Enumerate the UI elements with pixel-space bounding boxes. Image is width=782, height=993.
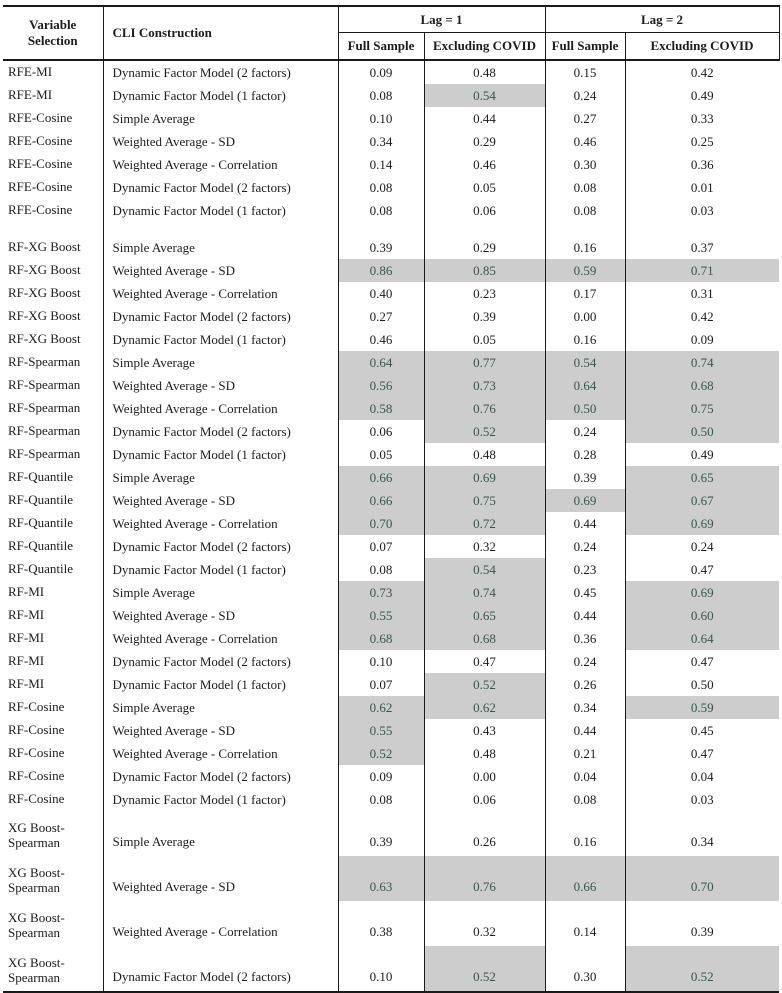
value-cell: 0.39 <box>625 901 779 946</box>
value-cell: 0.29 <box>424 130 545 153</box>
value-cell: 0.49 <box>625 443 779 466</box>
value-cell: 0.39 <box>424 305 545 328</box>
value-cell: 0.10 <box>338 650 424 673</box>
value-cell-highlighted: 0.65 <box>424 604 545 627</box>
gap-cell <box>103 222 338 236</box>
value-cell-highlighted: 0.74 <box>625 351 779 374</box>
table-row <box>3 60 779 84</box>
value-cell: 0.07 <box>338 535 424 558</box>
value-cell: 0.21 <box>545 742 625 765</box>
value-cell-highlighted: 0.52 <box>424 946 545 992</box>
gap-cell <box>625 222 779 236</box>
value-cell: 0.24 <box>545 84 625 107</box>
value-cell-highlighted: 0.66 <box>338 466 424 489</box>
value-cell: 0.08 <box>338 199 424 222</box>
cli-construction-cell: Weighted Average - SD <box>103 489 338 512</box>
value-cell: 0.08 <box>545 788 625 811</box>
variable-selection-cell: RF-MI <box>8 584 45 600</box>
table-row <box>3 397 779 420</box>
value-cell-highlighted: 0.59 <box>545 259 625 282</box>
table-row <box>3 107 779 130</box>
variable-selection-cell: RF-XG Boost <box>8 262 81 278</box>
table-row <box>3 351 779 374</box>
value-cell: 0.45 <box>545 581 625 604</box>
value-cell: 0.44 <box>545 719 625 742</box>
value-cell: 0.33 <box>625 107 779 130</box>
value-cell: 0.04 <box>625 765 779 788</box>
value-cell-highlighted: 0.54 <box>424 84 545 107</box>
table-row <box>3 420 779 443</box>
table-row <box>3 811 779 856</box>
value-cell: 0.42 <box>625 305 779 328</box>
value-cell: 0.08 <box>338 558 424 581</box>
variable-selection-cell: RF-MI <box>8 630 45 646</box>
variable-selection-cell: RF-Cosine <box>8 791 65 807</box>
value-cell-highlighted: 0.77 <box>424 351 545 374</box>
col-header-cli-construction: CLI Construction <box>103 6 338 60</box>
value-cell-highlighted: 0.54 <box>545 351 625 374</box>
table-row <box>3 236 779 259</box>
cli-construction-cell: Weighted Average - SD <box>103 604 338 627</box>
cli-construction-cell: Dynamic Factor Model (1 factor) <box>103 788 338 811</box>
variable-selection-cell: RFE-Cosine <box>8 110 73 126</box>
cli-construction-cell: Dynamic Factor Model (2 factors) <box>103 420 338 443</box>
cli-construction-cell: Dynamic Factor Model (1 factor) <box>103 443 338 466</box>
value-cell: 0.14 <box>338 153 424 176</box>
value-cell: 0.24 <box>545 535 625 558</box>
table-row <box>3 176 779 199</box>
value-cell: 0.45 <box>625 719 779 742</box>
value-cell-highlighted: 0.67 <box>625 489 779 512</box>
table-row <box>3 627 779 650</box>
value-cell-highlighted: 0.50 <box>625 420 779 443</box>
cli-construction-cell: Dynamic Factor Model (2 factors) <box>103 305 338 328</box>
variable-selection-cell: XG Boost-Spearman <box>8 955 65 985</box>
variable-selection-cell: RF-XG Boost <box>8 331 81 347</box>
col-header-lag2-full-sample: Full Sample <box>545 33 625 61</box>
value-cell-highlighted: 0.86 <box>338 259 424 282</box>
value-cell: 0.44 <box>545 604 625 627</box>
variable-selection-cell: RF-MI <box>8 676 45 692</box>
value-cell: 0.48 <box>424 443 545 466</box>
variable-selection-cell: RFE-MI <box>8 87 53 103</box>
variable-selection-cell: RF-Quantile <box>8 515 73 531</box>
col-header-variable-selection: Variable Selection <box>3 6 103 60</box>
cli-construction-cell: Weighted Average - SD <box>103 130 338 153</box>
variable-selection-cell: RF-Cosine <box>8 768 65 784</box>
col-group-lag-1: Lag = 1 <box>338 6 545 33</box>
gap-cell <box>3 222 103 236</box>
value-cell: 0.32 <box>424 901 545 946</box>
value-cell: 0.47 <box>424 650 545 673</box>
value-cell: 0.08 <box>338 788 424 811</box>
value-cell: 0.36 <box>625 153 779 176</box>
value-cell: 0.06 <box>338 420 424 443</box>
value-cell: 0.32 <box>424 535 545 558</box>
value-cell: 0.36 <box>545 627 625 650</box>
value-cell: 0.47 <box>625 558 779 581</box>
value-cell-highlighted: 0.70 <box>338 512 424 535</box>
table-row <box>3 374 779 397</box>
table-row <box>3 788 779 811</box>
value-cell-highlighted: 0.50 <box>545 397 625 420</box>
variable-selection-cell: RF-XG Boost <box>8 308 81 324</box>
variable-selection-cell: RF-Spearman <box>8 377 81 393</box>
cli-construction-cell: Dynamic Factor Model (2 factors) <box>103 535 338 558</box>
value-cell: 0.39 <box>545 466 625 489</box>
variable-selection-cell: RFE-Cosine <box>8 133 73 149</box>
value-cell: 0.39 <box>338 236 424 259</box>
value-cell: 0.07 <box>338 673 424 696</box>
value-cell-highlighted: 0.85 <box>424 259 545 282</box>
value-cell: 0.17 <box>545 282 625 305</box>
value-cell-highlighted: 0.59 <box>625 696 779 719</box>
value-cell: 0.08 <box>338 84 424 107</box>
variable-selection-cell: RF-Cosine <box>8 699 65 715</box>
value-cell-highlighted: 0.69 <box>545 489 625 512</box>
value-cell-highlighted: 0.70 <box>625 856 779 901</box>
value-cell-highlighted: 0.54 <box>424 558 545 581</box>
table-row <box>3 673 779 696</box>
cli-construction-cell: Simple Average <box>103 696 338 719</box>
value-cell-highlighted: 0.74 <box>424 581 545 604</box>
value-cell-highlighted: 0.73 <box>424 374 545 397</box>
value-cell: 0.38 <box>338 901 424 946</box>
value-cell: 0.09 <box>338 765 424 788</box>
cli-construction-cell: Weighted Average - Correlation <box>103 512 338 535</box>
cli-construction-cell: Dynamic Factor Model (2 factors) <box>103 946 338 992</box>
variable-selection-cell: RF-XG Boost <box>8 239 81 255</box>
table-row <box>3 535 779 558</box>
table-row <box>3 130 779 153</box>
variable-selection-cell: XG Boost-Spearman <box>8 910 65 940</box>
value-cell: 0.26 <box>545 673 625 696</box>
value-cell: 0.06 <box>424 788 545 811</box>
value-cell: 0.27 <box>338 305 424 328</box>
value-cell: 0.16 <box>545 236 625 259</box>
cli-construction-cell: Dynamic Factor Model (2 factors) <box>103 650 338 673</box>
value-cell: 0.46 <box>338 328 424 351</box>
value-cell: 0.23 <box>545 558 625 581</box>
cli-construction-cell: Weighted Average - SD <box>103 719 338 742</box>
cli-construction-cell: Dynamic Factor Model (2 factors) <box>103 765 338 788</box>
results-table <box>3 5 780 993</box>
table-row <box>3 153 779 176</box>
table-row <box>3 558 779 581</box>
value-cell: 0.09 <box>625 328 779 351</box>
table-row <box>3 946 779 992</box>
value-cell: 0.14 <box>545 901 625 946</box>
col-header-lag1-full-sample: Full Sample <box>338 33 424 61</box>
value-cell-highlighted: 0.60 <box>625 604 779 627</box>
value-cell: 0.46 <box>424 153 545 176</box>
table-row <box>3 305 779 328</box>
gap-cell <box>338 222 424 236</box>
value-cell: 0.37 <box>625 236 779 259</box>
value-cell: 0.27 <box>545 107 625 130</box>
value-cell-highlighted: 0.65 <box>625 466 779 489</box>
value-cell: 0.28 <box>545 443 625 466</box>
value-cell: 0.39 <box>338 811 424 856</box>
table-row <box>3 765 779 788</box>
table-row <box>3 282 779 305</box>
value-cell: 0.30 <box>545 153 625 176</box>
value-cell: 0.42 <box>625 60 779 84</box>
value-cell-highlighted: 0.68 <box>424 627 545 650</box>
value-cell-highlighted: 0.76 <box>424 397 545 420</box>
variable-selection-cell: RF-Quantile <box>8 469 73 485</box>
value-cell: 0.48 <box>424 60 545 84</box>
value-cell: 0.00 <box>545 305 625 328</box>
cli-construction-cell: Weighted Average - Correlation <box>103 627 338 650</box>
gap-cell <box>545 222 625 236</box>
table-row <box>3 199 779 222</box>
variable-selection-cell: RF-Cosine <box>8 722 65 738</box>
variable-selection-cell: RF-Cosine <box>8 745 65 761</box>
table-row <box>3 604 779 627</box>
variable-selection-cell: XG Boost-Spearman <box>8 820 65 850</box>
value-cell-highlighted: 0.62 <box>424 696 545 719</box>
value-cell: 0.05 <box>424 176 545 199</box>
cli-construction-cell: Weighted Average - Correlation <box>103 153 338 176</box>
cli-construction-cell: Weighted Average - SD <box>103 374 338 397</box>
value-cell-highlighted: 0.52 <box>424 420 545 443</box>
value-cell: 0.04 <box>545 765 625 788</box>
variable-selection-cell: RFE-MI <box>8 64 53 80</box>
value-cell-highlighted: 0.73 <box>338 581 424 604</box>
table-row <box>3 719 779 742</box>
value-cell: 0.34 <box>338 130 424 153</box>
value-cell: 0.15 <box>545 60 625 84</box>
value-cell: 0.01 <box>625 176 779 199</box>
value-cell-highlighted: 0.69 <box>424 466 545 489</box>
value-cell-highlighted: 0.69 <box>625 512 779 535</box>
col-group-lag-2: Lag = 2 <box>545 6 779 33</box>
table-row <box>3 84 779 107</box>
value-cell-highlighted: 0.55 <box>338 719 424 742</box>
value-cell-highlighted: 0.58 <box>338 397 424 420</box>
value-cell: 0.05 <box>338 443 424 466</box>
value-cell: 0.40 <box>338 282 424 305</box>
table-row <box>3 512 779 535</box>
cli-construction-cell: Weighted Average - Correlation <box>103 901 338 946</box>
value-cell: 0.49 <box>625 84 779 107</box>
cli-construction-cell: Simple Average <box>103 581 338 604</box>
value-cell: 0.03 <box>625 199 779 222</box>
value-cell: 0.24 <box>545 420 625 443</box>
value-cell-highlighted: 0.75 <box>625 397 779 420</box>
col-header-lag1-excluding-covid: Excluding COVID <box>424 33 545 61</box>
value-cell: 0.34 <box>625 811 779 856</box>
cli-construction-cell: Simple Average <box>103 351 338 374</box>
table-row <box>3 259 779 282</box>
cli-construction-cell: Dynamic Factor Model (1 factor) <box>103 558 338 581</box>
variable-selection-cell: RF-Quantile <box>8 538 73 554</box>
variable-selection-cell: RFE-Cosine <box>8 202 73 218</box>
value-cell-highlighted: 0.64 <box>625 627 779 650</box>
cli-construction-cell: Simple Average <box>103 466 338 489</box>
value-cell: 0.25 <box>625 130 779 153</box>
value-cell: 0.03 <box>625 788 779 811</box>
value-cell-highlighted: 0.56 <box>338 374 424 397</box>
value-cell: 0.29 <box>424 236 545 259</box>
value-cell-highlighted: 0.64 <box>338 351 424 374</box>
cli-construction-cell: Dynamic Factor Model (1 factor) <box>103 673 338 696</box>
value-cell: 0.08 <box>338 176 424 199</box>
table-row <box>3 443 779 466</box>
table-row <box>3 650 779 673</box>
value-cell: 0.08 <box>545 199 625 222</box>
value-cell: 0.09 <box>338 60 424 84</box>
value-cell: 0.23 <box>424 282 545 305</box>
value-cell-highlighted: 0.71 <box>625 259 779 282</box>
col-header-lag2-excluding-covid: Excluding COVID <box>625 33 779 61</box>
variable-selection-cell: RFE-Cosine <box>8 156 73 172</box>
value-cell-highlighted: 0.63 <box>338 856 424 901</box>
value-cell-highlighted: 0.55 <box>338 604 424 627</box>
variable-selection-cell: RF-Quantile <box>8 492 73 508</box>
variable-selection-cell: RF-Spearman <box>8 423 81 439</box>
table-row <box>3 856 779 901</box>
value-cell-highlighted: 0.68 <box>625 374 779 397</box>
value-cell: 0.26 <box>424 811 545 856</box>
cli-construction-cell: Dynamic Factor Model (1 factor) <box>103 199 338 222</box>
value-cell-highlighted: 0.62 <box>338 696 424 719</box>
cli-construction-cell: Simple Average <box>103 107 338 130</box>
value-cell: 0.46 <box>545 130 625 153</box>
table-row <box>3 466 779 489</box>
cli-construction-cell: Simple Average <box>103 236 338 259</box>
value-cell: 0.24 <box>545 650 625 673</box>
variable-selection-cell: XG Boost-Spearman <box>8 865 65 895</box>
value-cell: 0.47 <box>625 742 779 765</box>
value-cell: 0.16 <box>545 811 625 856</box>
value-cell: 0.47 <box>625 650 779 673</box>
table-row <box>3 581 779 604</box>
value-cell: 0.44 <box>424 107 545 130</box>
value-cell-highlighted: 0.68 <box>338 627 424 650</box>
gap-cell <box>424 222 545 236</box>
cli-construction-cell: Dynamic Factor Model (1 factor) <box>103 84 338 107</box>
value-cell: 0.10 <box>338 946 424 992</box>
variable-selection-cell: RF-Quantile <box>8 561 73 577</box>
value-cell-highlighted: 0.52 <box>338 742 424 765</box>
value-cell: 0.30 <box>545 946 625 992</box>
value-cell: 0.44 <box>545 512 625 535</box>
table-body <box>3 60 779 992</box>
value-cell: 0.00 <box>424 765 545 788</box>
value-cell: 0.10 <box>338 107 424 130</box>
value-cell: 0.48 <box>424 742 545 765</box>
value-cell: 0.50 <box>625 673 779 696</box>
cli-construction-cell: Weighted Average - SD <box>103 856 338 901</box>
value-cell: 0.05 <box>424 328 545 351</box>
variable-selection-cell: RF-MI <box>8 653 45 669</box>
variable-selection-cell: RF-XG Boost <box>8 285 81 301</box>
value-cell: 0.43 <box>424 719 545 742</box>
value-cell-highlighted: 0.52 <box>625 946 779 992</box>
cli-construction-cell: Simple Average <box>103 811 338 856</box>
value-cell: 0.16 <box>545 328 625 351</box>
variable-selection-cell: RFE-Cosine <box>8 179 73 195</box>
value-cell: 0.06 <box>424 199 545 222</box>
table-row <box>3 328 779 351</box>
value-cell: 0.31 <box>625 282 779 305</box>
value-cell: 0.34 <box>545 696 625 719</box>
table-row <box>3 901 779 946</box>
table-row <box>3 489 779 512</box>
value-cell-highlighted: 0.69 <box>625 581 779 604</box>
table-row <box>3 696 779 719</box>
variable-selection-cell: RF-Spearman <box>8 400 81 416</box>
table-row <box>3 742 779 765</box>
value-cell-highlighted: 0.64 <box>545 374 625 397</box>
cli-construction-cell: Dynamic Factor Model (2 factors) <box>103 60 338 84</box>
cli-construction-cell: Weighted Average - Correlation <box>103 282 338 305</box>
variable-selection-cell: RF-Spearman <box>8 446 81 462</box>
value-cell: 0.24 <box>625 535 779 558</box>
cli-construction-cell: Weighted Average - SD <box>103 259 338 282</box>
value-cell-highlighted: 0.75 <box>424 489 545 512</box>
cli-construction-cell: Weighted Average - Correlation <box>103 742 338 765</box>
value-cell: 0.08 <box>545 176 625 199</box>
cli-construction-cell: Weighted Average - Correlation <box>103 397 338 420</box>
value-cell-highlighted: 0.66 <box>338 489 424 512</box>
value-cell-highlighted: 0.76 <box>424 856 545 901</box>
variable-selection-cell: RF-Spearman <box>8 354 81 370</box>
cli-construction-cell: Dynamic Factor Model (1 factor) <box>103 328 338 351</box>
value-cell-highlighted: 0.66 <box>545 856 625 901</box>
cli-construction-cell: Dynamic Factor Model (2 factors) <box>103 176 338 199</box>
group-gap-row <box>3 222 779 236</box>
value-cell-highlighted: 0.72 <box>424 512 545 535</box>
value-cell-highlighted: 0.52 <box>424 673 545 696</box>
variable-selection-cell: RF-MI <box>8 607 45 623</box>
